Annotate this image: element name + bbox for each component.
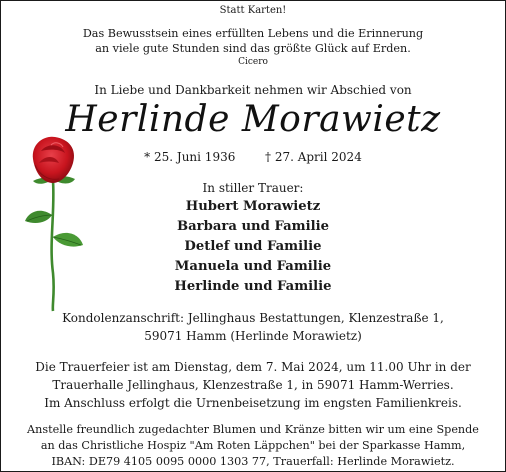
donation-line-1: Anstelle freundlich zugedachter Blumen und Kränze bitten wir um eine Spende [27,423,479,436]
birth-date: * 25. Juni 1936 [144,150,236,164]
condolence-line-1: Kondolenzanschrift: Jellinghaus Bestattungen, Klenzestraße 1, [62,311,444,325]
quote-line-1: Das Bewusstsein eines erfüllten Lebens und die Erinnerung [82,27,424,40]
mourner-2: Barbara und Familie [176,219,330,234]
mourner-3: Detlef und Familie [184,239,322,254]
donation-line-2: an das Christliche Hospiz "Am Roten Läppchen" bei der Sparkasse Hamm, [40,439,466,452]
death-date: † 27. April 2024 [265,150,362,164]
red-rose-icon [19,133,89,313]
donation-line-3: IBAN: DE79 4105 0095 0000 1303 77, Trauerfall: Herlinde Morawietz. [51,455,455,468]
funeral-line-1: Die Trauerfeier ist am Dienstag, dem 7. Mai 2024, um 11.00 Uhr in der [35,360,471,374]
deceased-name: Herlinde Morawietz [65,99,441,140]
header-label: Statt Karten! [219,5,287,16]
mourner-5: Herlinde und Familie [174,279,332,294]
mourner-1: Hubert Morawietz [185,199,321,214]
condolence-line-2: 59071 Hamm (Herlinde Morawietz) [144,329,362,343]
quote-author: Cicero [238,57,268,67]
funeral-line-2: Trauerhalle Jellinghaus, Klenzestraße 1, in 59071 Hamm-Werries. [52,378,454,392]
funeral-line-3: Im Anschluss erfolgt die Urnenbeisetzung im engsten Familienkreis. [44,396,462,410]
mourner-4: Manuela und Familie [174,259,332,274]
quote-line-2: an viele gute Stunden sind das größte Glück auf Erden. [95,42,411,55]
intro-text: In Liebe und Dankbarkeit nehmen wir Abschied von [94,83,412,97]
mourning-heading: In stiller Trauer: [202,181,304,195]
